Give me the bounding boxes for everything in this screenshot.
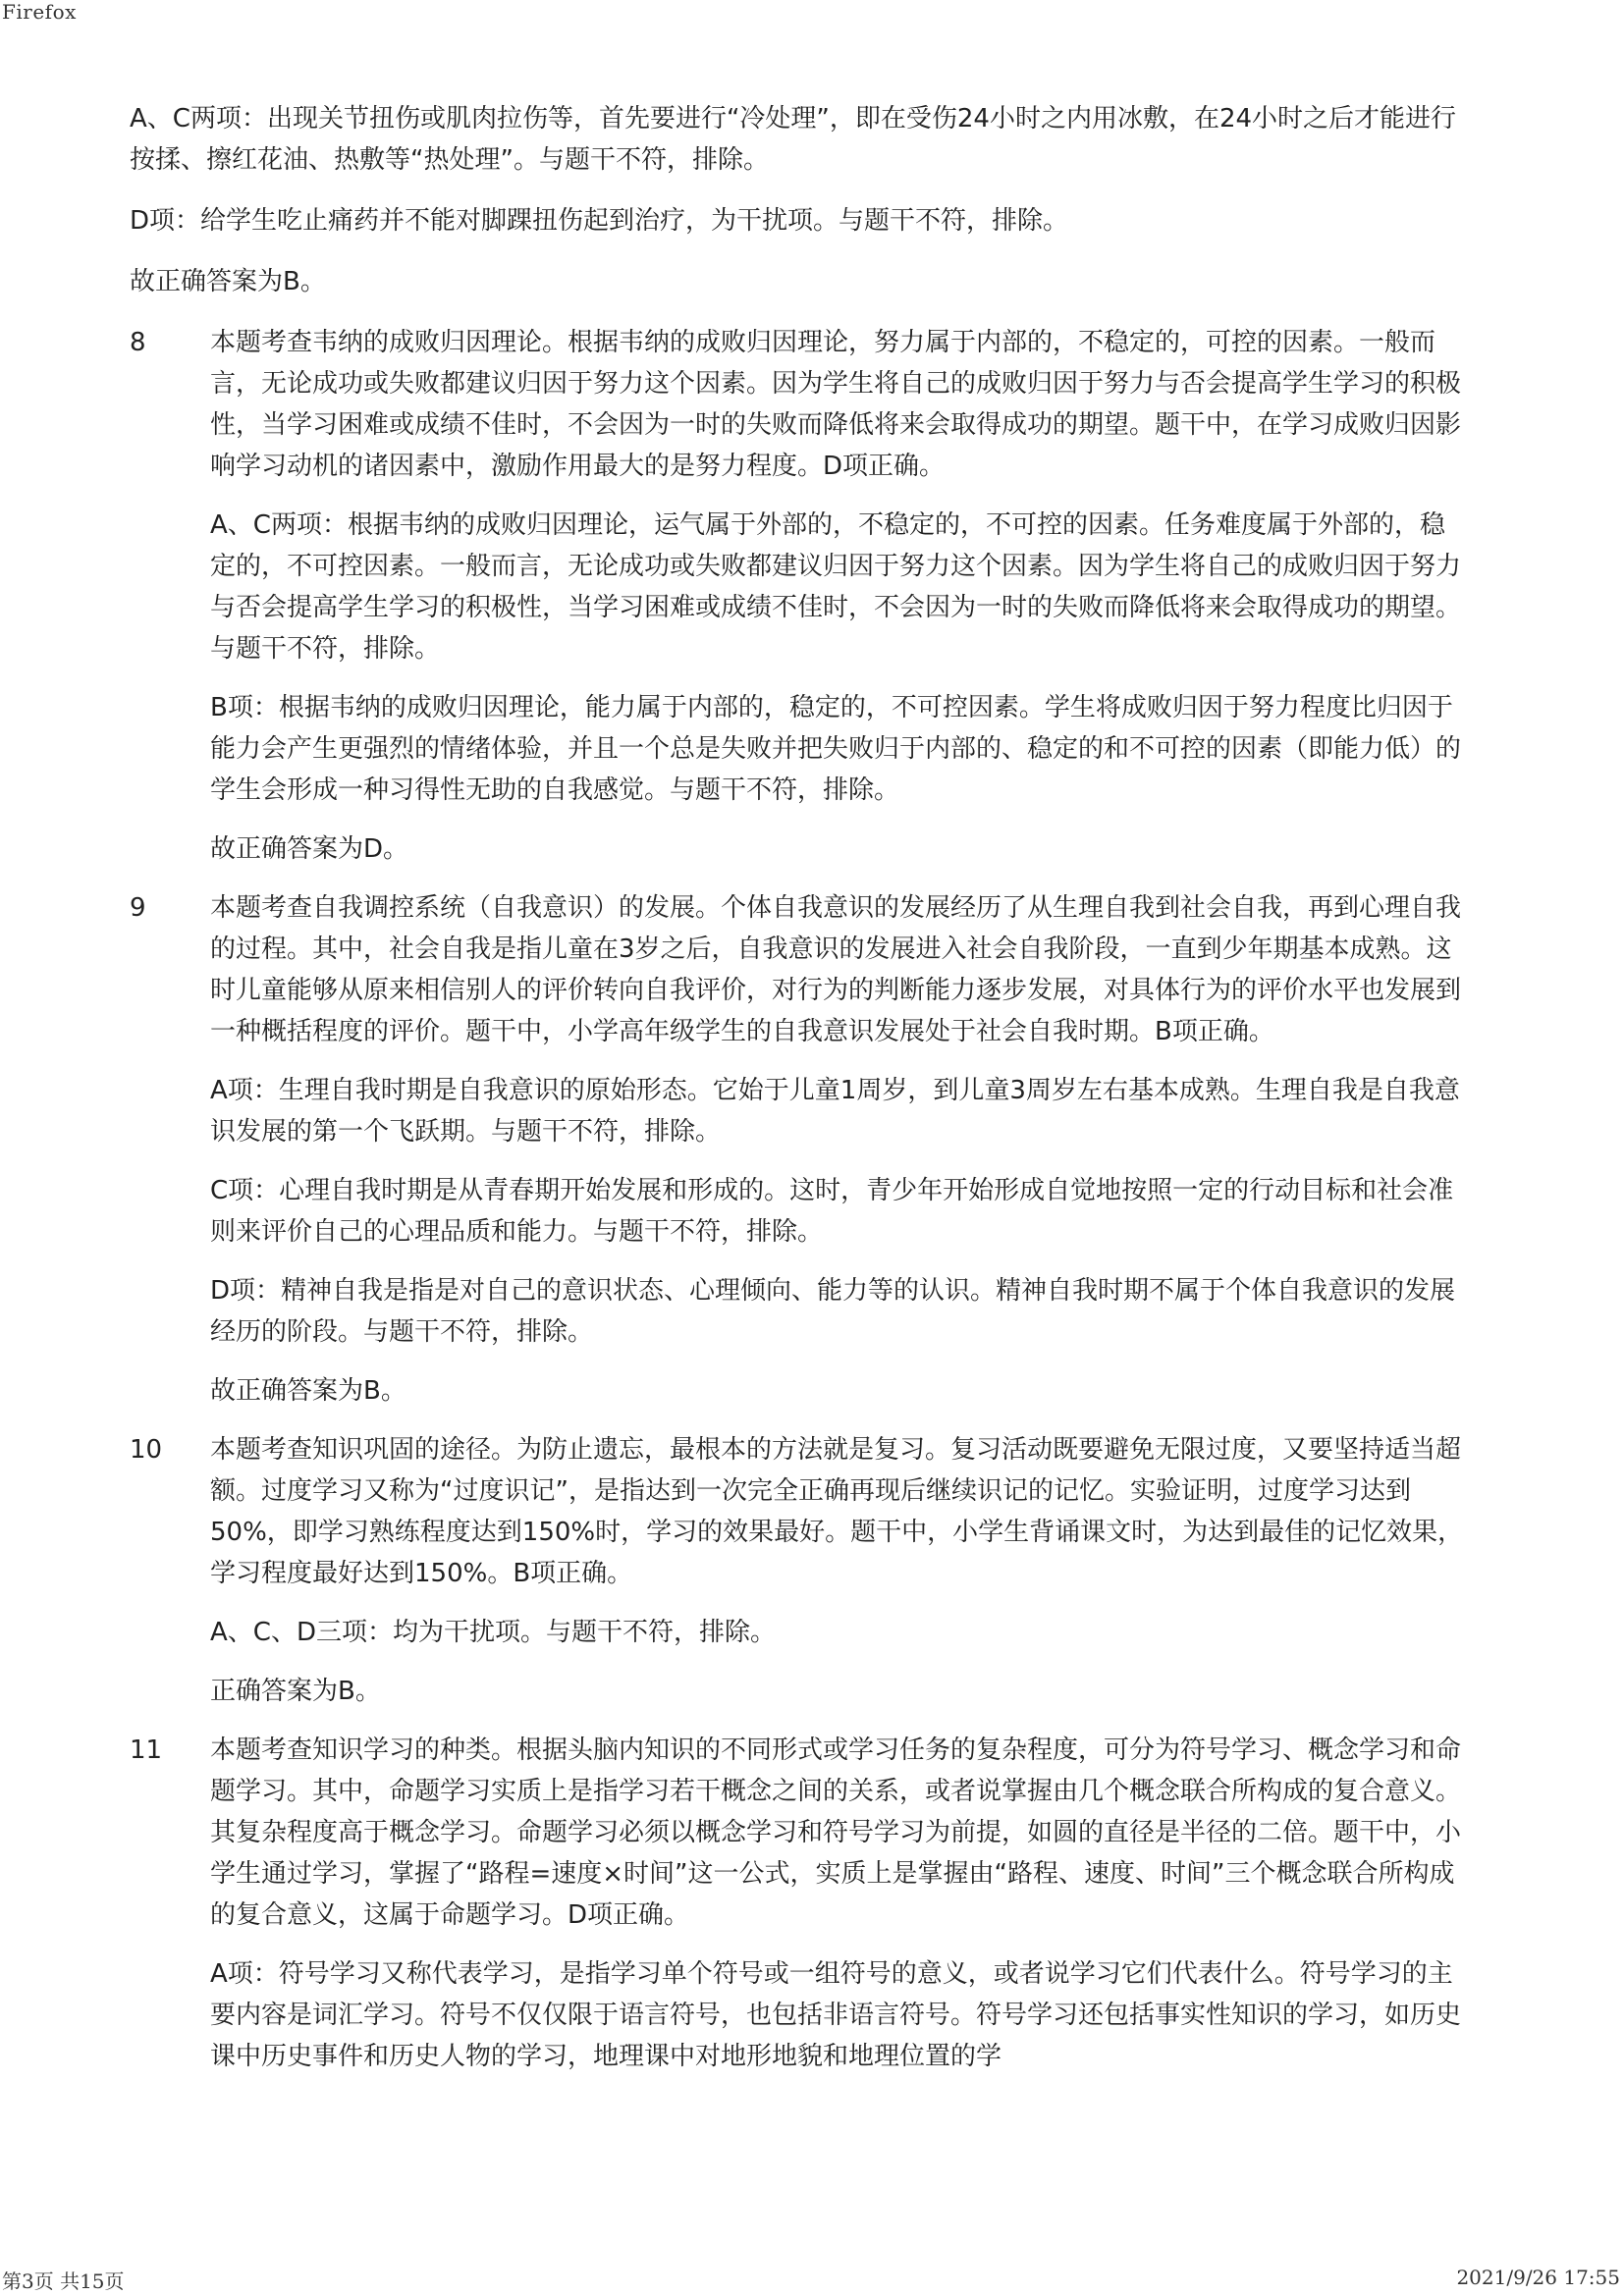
explanation-paragraph: 本题考查自我调控系统（自我意识）的发展。个体自我意识的发展经历了从生理自我到社会自我，再到心理自我的过程。其中，社会自我是指儿童在3岁之后，自我意识的发展进入社会自我阶段，一直到少年期基本成熟。这时儿童能够从原来相信别人的评价转向自我评价，对行为的判断能力逐步发展，对具体行为的评价水平也发展到一种概括程度的评价。题干中，小学高年级学生的自我意识发展处于社会自我时期。B项正确。	[210, 893, 1462, 1046]
intro-paragraph-2: D项：给学生吃止痛药并不能对脚踝扭伤起到治疗，为干扰项。与题干不符，排除。	[130, 206, 1069, 236]
explanation-paragraph: 本题考查知识学习的种类。根据头脑内知识的不同形式或学习任务的复杂程度，可分为符号学习、概念学习和命题学习。其中，命题学习实质上是指学习若干概念之间的关系，或者说掌握由几个概念联合所构成的复合意义。其复杂程度高于概念学习。命题学习必须以概念学习和符号学习为前提，如圆的直径是半径的二倍。题干中，小学生通过学习，掌握了“路程=速度×时间”这一公式，实质上是掌握由“路程、速度、时间”三个概念联合所构成的复合意义，这属于命题学习。D项正确。	[210, 1735, 1462, 1930]
question-11-explanation	[130, 1730, 1465, 2077]
question-number: 8	[130, 328, 146, 357]
explanation-paragraph: A、C两项：根据韦纳的成败归因理论，运气属于外部的，不稳定的，不可控的因素。任务难度属于外部的，稳定的，不可控因素。一般而言，无论成功或失败都建议归因于努力这个因素。因为学生将自己的成败归因于努力与否会提高学生学习的积极性，当学习困难或成绩不佳时，不会因为一时的失败而降低将来会取得成功的期望。与题干不符，排除。	[210, 510, 1462, 664]
question-8-explanation	[130, 322, 1465, 870]
question-9-explanation	[130, 887, 1465, 1412]
explanation-paragraph: D项：精神自我是指是对自己的意识状态、心理倾向、能力等的认识。精神自我时期不属于个体自我意识的发展经历的阶段。与题干不符，排除。	[210, 1276, 1456, 1347]
question-number: 11	[130, 1735, 163, 1765]
document-body	[130, 98, 1465, 2095]
explanation-paragraph: 本题考查韦纳的成败归因理论。根据韦纳的成败归因理论，努力属于内部的，不稳定的，可控的因素。一般而言，无论成功或失败都建议归因于努力这个因素。因为学生将自己的成败归因于努力与否会提高学生学习的积极性，当学习困难或成绩不佳时，不会因为一时的失败而降低将来会取得成功的期望。题干中，在学习成败归因影响学习动机的诸因素中，激励作用最大的是努力程度。D项正确。	[210, 328, 1462, 481]
explanation-paragraph: A、C、D三项：均为干扰项。与题干不符，排除。	[210, 1618, 776, 1647]
explanation-paragraph: A项：生理自我时期是自我意识的原始形态。它始于儿童1周岁，到儿童3周岁左右基本成熟。生理自我是自我意识发展的第一个飞跃期。与题干不符，排除。	[210, 1076, 1460, 1147]
question-number: 10	[130, 1435, 163, 1465]
browser-label: Firefox	[2, 0, 77, 24]
answer-line: 正确答案为B。	[210, 1677, 381, 1706]
explanation-paragraph: A项：符号学习又称代表学习，是指学习单个符号或一组符号的意义，或者说学习它们代表什么。符号学习的主要内容是词汇学习。符号不仅仅限于语言符号，也包括非语言符号。符号学习还包括事实性知识的学习，如历史课中历史事件和历史人物的学习，地理课中对地形地貌和地理位置的学	[210, 1959, 1462, 2071]
question-10-explanation	[130, 1429, 1465, 1712]
answer-line: 故正确答案为D。	[210, 834, 409, 864]
page-counter: 第3页 共15页	[2, 2269, 125, 2293]
answer-line: 故正确答案为B。	[210, 1376, 406, 1406]
question-number: 9	[130, 893, 146, 923]
intro-paragraph-1: A、C两项：出现关节扭伤或肌肉拉伤等，首先要进行“冷处理”，即在受伤24小时之内用冰敷，在24小时之后才能进行按揉、擦红花油、热敷等“热处理”。与题干不符，排除。	[130, 104, 1457, 175]
print-datetime: 2021/9/26 17:55	[1456, 2266, 1620, 2289]
intro-answer: 故正确答案为B。	[130, 267, 326, 296]
explanation-paragraph: 本题考查知识巩固的途径。为防止遗忘，最根本的方法就是复习。复习活动既要避免无限过度，又要坚持适当超额。过度学习又称为“过度识记”，是指达到一次完全正确再现后继续识记的记忆。实验证明，过度学习达到50%，即学习熟练程度达到150%时，学习的效果最好。题干中，小学生背诵课文时，为达到最佳的记忆效果，学习程度最好达到150%。B项正确。	[210, 1435, 1464, 1588]
explanation-paragraph: C项：心理自我时期是从青春期开始发展和形成的。这时，青少年开始形成自觉地按照一定的行动目标和社会准则来评价自己的心理品质和能力。与题干不符，排除。	[210, 1176, 1454, 1247]
explanation-paragraph: B项：根据韦纳的成败归因理论，能力属于内部的，稳定的，不可控因素。学生将成败归因于努力程度比归因于能力会产生更强烈的情绪体验，并且一个总是失败并把失败归于内部的、稳定的和不可控的因素（即能力低）的学生会形成一种习得性无助的自我感觉。与题干不符，排除。	[210, 693, 1462, 805]
